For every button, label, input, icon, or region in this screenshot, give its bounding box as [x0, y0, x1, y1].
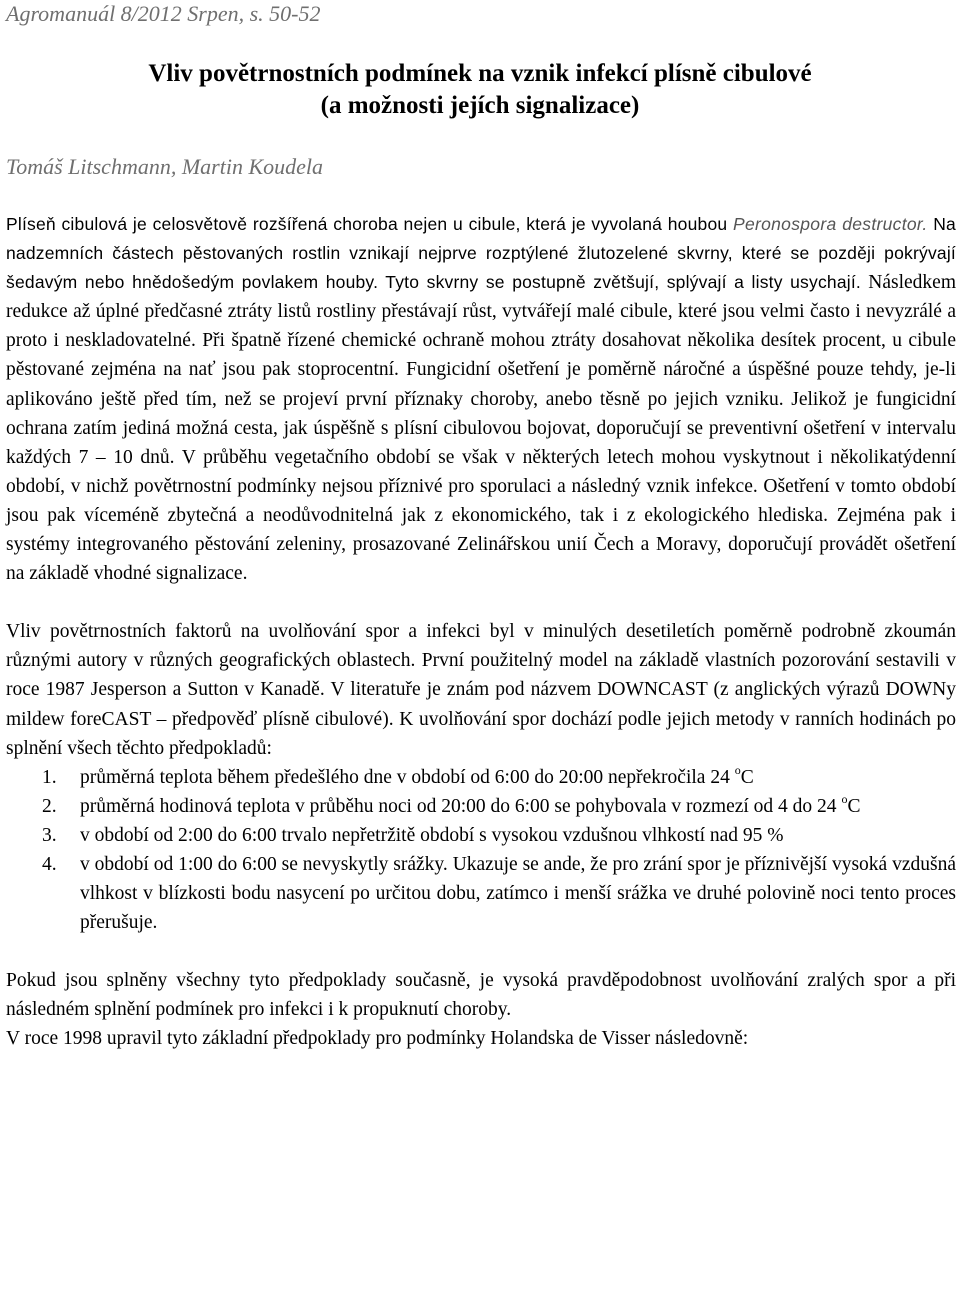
intro-sentence-2: Na nadzemních částech pěstovaných rostlin vznikají nejprve rozptýlené žlutozelené skvrny, které se později pokrývají šedavým nebo hnědošedým povlakem houby. Tyto skvrny se postupně zvětšují, splývají a listy usychají. — [6, 214, 956, 293]
list-item-text: průměrná hodinová teplota v průběhu noci od 20:00 do 6:00 se pohybovala v rozmezí od 4 do 24 — [80, 795, 842, 817]
list-item-text: v období od 1:00 do 6:00 se nevyskytly srážky. Ukazuje se ande, že pro zrání spor je příznivější vysoká vzdušná vlhkost v blízkosti bodu nasycení po určitou dobu, zatímco i menší srážka ve druhé polovině noci tento proces přerušuje. — [80, 853, 956, 934]
intro-sentence-1: Plíseň cibulová je celosvětově rozšířená choroba nejen u cibule, která je vyvolaná houbou — [6, 214, 733, 234]
list-item-number: 3. — [42, 824, 57, 846]
authors: Tomáš Litschmann, Martin Koudela — [6, 154, 324, 179]
list-item-number: 2. — [42, 795, 57, 817]
unit-text: C — [740, 766, 754, 788]
spacer — [6, 937, 956, 966]
article-title — [0, 58, 960, 122]
list-item — [6, 821, 956, 850]
title-line-1: Vliv povětrnostních podmínek na vznik infekcí plísně cibulové — [148, 60, 812, 87]
degree-sup: o — [734, 762, 741, 777]
spacer — [6, 588, 956, 617]
conditions-list — [6, 763, 956, 938]
paragraph-visser: V roce 1998 upravil tyto základní předpoklady pro podmínky Holandska de Visser následovně: — [6, 1028, 749, 1050]
species-name: Peronospora destructor. — [732, 214, 928, 234]
citation: Agromanuál 8/2012 Srpen, s. 50-52 — [6, 1, 321, 26]
list-item-number: 4. — [42, 853, 57, 875]
list-item-text: v období od 2:00 do 6:00 trvalo nepřetržitě období s vysokou vzdušnou vlhkostí nad 95 % — [80, 824, 784, 846]
list-item-text: průměrná teplota během předešlého dne v období od 6:00 do 20:00 nepřekročila 24 — [80, 766, 735, 788]
list-item — [6, 792, 956, 821]
unit-text: C — [847, 795, 861, 817]
paragraph-downcast: Vliv povětrnostních faktorů na uvolňování spor a infekci byl v minulých desetiletích poměrně podrobně zkoumán různými autory v různých geografických oblastech. První použitelný model na základě vlastních pozorování sestavili v roce 1987 Jesperson a Sutton v Kanadě. V literatuře je znám pod názvem DOWNCAST (z anglických výrazů DOWNy mildew foreCAST – předpověď plísně cibulové). K uvolňování spor dochází podle jejich metody v ranních hodinách po splnění všech těchto předpokladů: — [6, 621, 956, 759]
intro-sentence-4: Při špatně řízené chemické ochraně mohou ztráty dosahovat několika desítek procent, u cibule pěstované zejména na nať jsou pak stoprocentní. Fungicidní ošetření je poměrně náročné a úspěšné pouze tehdy, je-li aplikováno ještě před tím, než se projeví první příznaky choroby, anebo těsně po jejich vzniku. Jelikož je fungicidní ochrana zatím jediná možná cesta, jak úspěšně s plísní cibulovou bojovat, doporučují se preventivní ošetření v intervalu každých 7 – 10 dnů. V průběhu vegetačního období se však v některých letech mohou vyskytnout i několikatýdenní období, v nichž povětrnostní podmínky nejsou příznivé pro sporulaci a následný vznik infekce. Ošetření v tomto období jsou pak víceméně zbytečná a neodůvodnitelná jak z ekonomického, tak i z ekologického hlediska. Zejména pak i systémy integrovaného pěstování zeleniny, prosazované Zelinářskou unií Čech a Moravy, doporučují provádět ošetření na základě vhodné signalizace. — [6, 330, 957, 585]
list-item — [6, 763, 956, 792]
list-item-number: 1. — [42, 766, 57, 788]
title-line-2: (a možnosti jejích signalizace) — [320, 92, 640, 119]
intro-sentence-3: Následkem redukce až úplné předčasné ztráty listů rostliny přestávají růst, vytvářejí malé cibule, které jsou velmi často i nevyzrálé a proto i neskladovatelné. — [6, 272, 956, 352]
list-item — [6, 850, 956, 937]
article-body — [6, 210, 956, 1054]
paragraph-intro — [6, 210, 956, 588]
paragraph-conclusion: Pokud jsou splněny všechny tyto předpoklady současně, je vysoká pravděpodobnost uvolňování zralých spor a při následném splnění podmínek pro infekci i k propuknutí choroby. — [6, 970, 956, 1021]
degree-sup: o — [841, 791, 848, 806]
